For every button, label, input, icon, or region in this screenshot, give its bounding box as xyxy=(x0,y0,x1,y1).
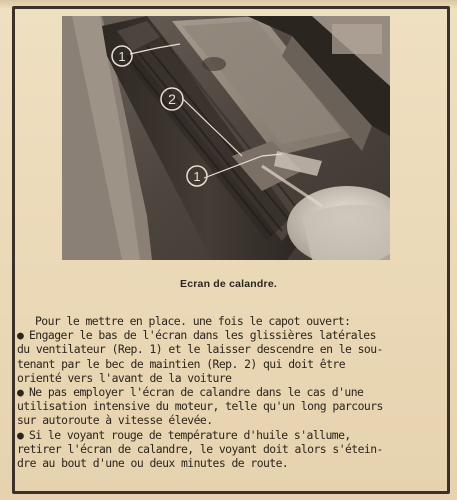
bullet-3-line-2: retirer l'écran de calandre, le voyant doit alors s'étein- xyxy=(17,441,383,456)
bullet-3 xyxy=(17,428,443,442)
grille-screen-photo xyxy=(62,16,390,260)
bullet-dot: ● xyxy=(17,328,24,343)
svg-text:1: 1 xyxy=(193,169,201,184)
instruction-text xyxy=(17,314,443,470)
bullet-dot: ● xyxy=(17,385,24,400)
bullet-3-line-3: dre au bout d'une ou deux minutes de route. xyxy=(17,456,289,471)
bullet-1-line-4: orienté vers l'avant de la voiture xyxy=(17,370,232,385)
bullet-1-line-1: Engager le bas de l'écran dans les glissières latérales xyxy=(29,328,376,343)
intro-line: Pour le mettre en place. une fois le capot ouvert: xyxy=(35,314,351,328)
bullet-3-line-1: Si le voyant rouge de température d'huile s'allume, xyxy=(29,427,351,442)
bullet-2-line-3: sur autoroute à vitesse élevée. xyxy=(17,413,213,428)
bullet-2-line-2: utilisation intensive du moteur, telle qu'un long parcours xyxy=(17,399,383,414)
bullet-2 xyxy=(17,385,443,399)
svg-text:2: 2 xyxy=(168,91,176,107)
bullet-1-line-2: du ventilateur (Rep. 1) et le laisser descendre en le sou- xyxy=(17,342,383,357)
svg-text:1: 1 xyxy=(118,49,126,64)
photo-caption: Ecran de calandre. xyxy=(180,278,277,290)
photo-illustration xyxy=(62,16,390,260)
bullet-1-line-3: tenant par le bec de maintien (Rep. 2) qui doit être xyxy=(17,356,346,371)
bullet-1 xyxy=(17,328,443,342)
bullet-2-line-1: Ne pas employer l'écran de calandre dans le cas d'une xyxy=(29,385,364,400)
bullet-dot: ● xyxy=(17,427,24,442)
